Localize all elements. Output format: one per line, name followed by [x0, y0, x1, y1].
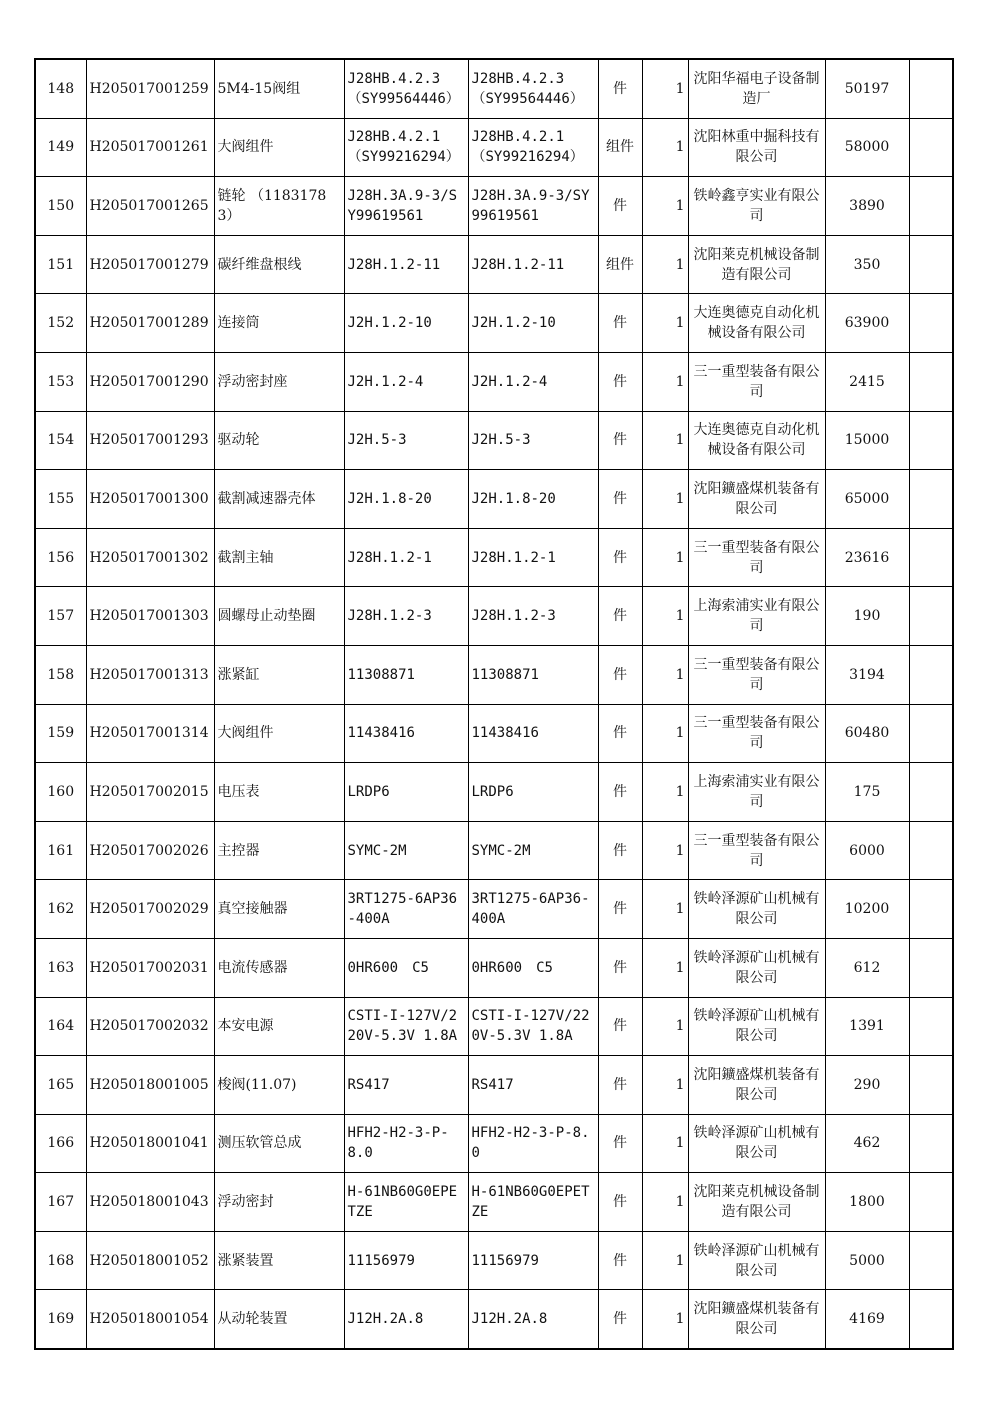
table-row — [35, 59, 953, 118]
supplier-cell: 三一重型装备有限公司 — [688, 821, 825, 880]
model-cell: 11156979 — [468, 1231, 598, 1290]
material-code-cell: H205017001314 — [86, 704, 214, 763]
material-code-cell: H205018001005 — [86, 1056, 214, 1115]
material-code-cell: H205017001261 — [86, 118, 214, 177]
row-number-cell: 167 — [35, 1173, 86, 1232]
row-number-cell: 160 — [35, 763, 86, 822]
row-number-cell: 163 — [35, 938, 86, 997]
unit-cell: 组件 — [598, 235, 642, 294]
unit-cell: 件 — [598, 997, 642, 1056]
part-name-cell: 大阀组件 — [214, 704, 344, 763]
material-code-cell: H205017001313 — [86, 645, 214, 704]
spec-cell: J2H.1.2-4 — [344, 352, 468, 411]
part-name-cell: 截割减速器壳体 — [214, 470, 344, 529]
note-cell — [909, 411, 953, 470]
quantity-cell: 1 — [642, 1231, 688, 1290]
spec-cell: 11308871 — [344, 645, 468, 704]
quantity-cell: 1 — [642, 470, 688, 529]
note-cell — [909, 1231, 953, 1290]
spec-cell: 11438416 — [344, 704, 468, 763]
model-cell: LRDP6 — [468, 763, 598, 822]
row-number-cell: 161 — [35, 821, 86, 880]
supplier-cell: 三一重型装备有限公司 — [688, 352, 825, 411]
supplier-cell: 沈阳莱克机械设备制造有限公司 — [688, 1173, 825, 1232]
model-cell: RS417 — [468, 1056, 598, 1115]
unit-cell: 件 — [598, 880, 642, 939]
supplier-cell: 沈阳莱克机械设备制造有限公司 — [688, 235, 825, 294]
row-number-cell: 159 — [35, 704, 86, 763]
spec-cell: J28H.3A.9-3/SY99619561 — [344, 177, 468, 236]
note-cell — [909, 235, 953, 294]
table-row — [35, 352, 953, 411]
table-row — [35, 997, 953, 1056]
note-cell — [909, 528, 953, 587]
part-name-cell: 电流传感器 — [214, 938, 344, 997]
model-cell: J28HB.4.2.1 （SY99216294） — [468, 118, 598, 177]
note-cell — [909, 704, 953, 763]
table-row — [35, 235, 953, 294]
row-number-cell: 151 — [35, 235, 86, 294]
row-number-cell: 162 — [35, 880, 86, 939]
quantity-cell: 1 — [642, 411, 688, 470]
supplier-cell: 三一重型装备有限公司 — [688, 645, 825, 704]
amount-cell: 190 — [825, 587, 909, 646]
unit-cell: 件 — [598, 1290, 642, 1349]
amount-cell: 15000 — [825, 411, 909, 470]
unit-cell: 件 — [598, 294, 642, 353]
quantity-cell: 1 — [642, 59, 688, 118]
note-cell — [909, 59, 953, 118]
spec-cell: J2H.1.2-10 — [344, 294, 468, 353]
part-name-cell: 本安电源 — [214, 997, 344, 1056]
amount-cell: 3890 — [825, 177, 909, 236]
row-number-cell: 166 — [35, 1114, 86, 1173]
quantity-cell: 1 — [642, 177, 688, 236]
amount-cell: 290 — [825, 1056, 909, 1115]
table-body — [35, 59, 953, 1349]
supplier-cell: 铁岭泽源矿山机械有限公司 — [688, 1114, 825, 1173]
row-number-cell: 157 — [35, 587, 86, 646]
unit-cell: 件 — [598, 763, 642, 822]
table-row — [35, 1114, 953, 1173]
part-name-cell: 浮动密封座 — [214, 352, 344, 411]
part-name-cell: 碳纤维盘根线 — [214, 235, 344, 294]
row-number-cell: 168 — [35, 1231, 86, 1290]
quantity-cell: 1 — [642, 1056, 688, 1115]
amount-cell: 58000 — [825, 118, 909, 177]
amount-cell: 65000 — [825, 470, 909, 529]
unit-cell: 组件 — [598, 118, 642, 177]
amount-cell: 2415 — [825, 352, 909, 411]
spec-cell: J28H.1.2-3 — [344, 587, 468, 646]
row-number-cell: 165 — [35, 1056, 86, 1115]
table-row — [35, 645, 953, 704]
part-name-cell: 圆螺母止动垫圈 — [214, 587, 344, 646]
model-cell: J2H.1.2-4 — [468, 352, 598, 411]
material-code-cell: H205017001293 — [86, 411, 214, 470]
note-cell — [909, 1114, 953, 1173]
row-number-cell: 152 — [35, 294, 86, 353]
note-cell — [909, 470, 953, 529]
note-cell — [909, 1056, 953, 1115]
part-name-cell: 涨紧缸 — [214, 645, 344, 704]
quantity-cell: 1 — [642, 938, 688, 997]
amount-cell: 1800 — [825, 1173, 909, 1232]
supplier-cell: 三一重型装备有限公司 — [688, 704, 825, 763]
amount-cell: 1391 — [825, 997, 909, 1056]
spec-cell: J28H.1.2-11 — [344, 235, 468, 294]
part-name-cell: 截割主轴 — [214, 528, 344, 587]
quantity-cell: 1 — [642, 1173, 688, 1232]
amount-cell: 612 — [825, 938, 909, 997]
quantity-cell: 1 — [642, 821, 688, 880]
table-row — [35, 821, 953, 880]
table-row — [35, 411, 953, 470]
spec-cell: J28HB.4.2.1 （SY99216294） — [344, 118, 468, 177]
supplier-cell: 沈阳鑛盛煤机装备有限公司 — [688, 1056, 825, 1115]
material-code-cell: H205017001265 — [86, 177, 214, 236]
amount-cell: 462 — [825, 1114, 909, 1173]
amount-cell: 350 — [825, 235, 909, 294]
part-name-cell: 从动轮装置 — [214, 1290, 344, 1349]
material-code-cell: H205018001054 — [86, 1290, 214, 1349]
table-row — [35, 470, 953, 529]
part-name-cell: 5M4-15阀组 — [214, 59, 344, 118]
supplier-cell: 铁岭泽源矿山机械有限公司 — [688, 997, 825, 1056]
quantity-cell: 1 — [642, 118, 688, 177]
model-cell: 11308871 — [468, 645, 598, 704]
material-code-cell: H205017001259 — [86, 59, 214, 118]
row-number-cell: 150 — [35, 177, 86, 236]
row-number-cell: 155 — [35, 470, 86, 529]
model-cell: SYMC-2M — [468, 821, 598, 880]
unit-cell: 件 — [598, 470, 642, 529]
quantity-cell: 1 — [642, 1290, 688, 1349]
quantity-cell: 1 — [642, 587, 688, 646]
material-code-cell: H205017002032 — [86, 997, 214, 1056]
table-row — [35, 880, 953, 939]
unit-cell: 件 — [598, 587, 642, 646]
model-cell: J28H.3A.9-3/SY99619561 — [468, 177, 598, 236]
table-row — [35, 528, 953, 587]
material-code-cell: H205017001290 — [86, 352, 214, 411]
spec-cell: J2H.5-3 — [344, 411, 468, 470]
note-cell — [909, 880, 953, 939]
material-code-cell: H205017002026 — [86, 821, 214, 880]
material-code-cell: H205018001041 — [86, 1114, 214, 1173]
spec-cell: HFH2-H2-3-P-8.0 — [344, 1114, 468, 1173]
model-cell: 11438416 — [468, 704, 598, 763]
quantity-cell: 1 — [642, 528, 688, 587]
quantity-cell: 1 — [642, 1114, 688, 1173]
supplier-cell: 上海索浦实业有限公司 — [688, 763, 825, 822]
supplier-cell: 铁岭泽源矿山机械有限公司 — [688, 880, 825, 939]
unit-cell: 件 — [598, 704, 642, 763]
quantity-cell: 1 — [642, 880, 688, 939]
model-cell: CSTI-I-127V/220V-5.3V 1.8A — [468, 997, 598, 1056]
table-row — [35, 1173, 953, 1232]
supplier-cell: 大连奥德克自动化机械设备有限公司 — [688, 294, 825, 353]
spec-cell: 11156979 — [344, 1231, 468, 1290]
model-cell: 3RT1275-6AP36-400A — [468, 880, 598, 939]
part-name-cell: 连接筒 — [214, 294, 344, 353]
spec-cell: H-61NB60G0EPETZE — [344, 1173, 468, 1232]
quantity-cell: 1 — [642, 235, 688, 294]
part-name-cell: 电压表 — [214, 763, 344, 822]
amount-cell: 23616 — [825, 528, 909, 587]
note-cell — [909, 294, 953, 353]
material-code-cell: H205017002029 — [86, 880, 214, 939]
spec-cell: CSTI-I-127V/220V-5.3V 1.8A — [344, 997, 468, 1056]
spec-cell: J2H.1.8-20 — [344, 470, 468, 529]
quantity-cell: 1 — [642, 294, 688, 353]
quantity-cell: 1 — [642, 997, 688, 1056]
note-cell — [909, 352, 953, 411]
spec-cell: 3RT1275-6AP36-400A — [344, 880, 468, 939]
part-name-cell: 浮动密封 — [214, 1173, 344, 1232]
part-name-cell: 驱动轮 — [214, 411, 344, 470]
supplier-cell: 上海索浦实业有限公司 — [688, 587, 825, 646]
note-cell — [909, 645, 953, 704]
table-row — [35, 1290, 953, 1349]
quantity-cell: 1 — [642, 704, 688, 763]
spec-cell: J28H.1.2-1 — [344, 528, 468, 587]
table-row — [35, 1231, 953, 1290]
spec-cell: SYMC-2M — [344, 821, 468, 880]
amount-cell: 6000 — [825, 821, 909, 880]
material-code-cell: H205017001303 — [86, 587, 214, 646]
note-cell — [909, 821, 953, 880]
row-number-cell: 164 — [35, 997, 86, 1056]
part-name-cell: 大阀组件 — [214, 118, 344, 177]
model-cell: J2H.5-3 — [468, 411, 598, 470]
part-name-cell: 链轮 （11831783） — [214, 177, 344, 236]
spec-cell: LRDP6 — [344, 763, 468, 822]
supplier-cell: 铁岭泽源矿山机械有限公司 — [688, 938, 825, 997]
unit-cell: 件 — [598, 411, 642, 470]
amount-cell: 63900 — [825, 294, 909, 353]
model-cell: J28HB.4.2.3 （SY99564446） — [468, 59, 598, 118]
amount-cell: 60480 — [825, 704, 909, 763]
supplier-cell: 沈阳林重中掘科技有限公司 — [688, 118, 825, 177]
material-code-cell: H205017001300 — [86, 470, 214, 529]
unit-cell: 件 — [598, 177, 642, 236]
part-name-cell: 梭阀(11.07) — [214, 1056, 344, 1115]
model-cell: J28H.1.2-1 — [468, 528, 598, 587]
spec-cell: J12H.2A.8 — [344, 1290, 468, 1349]
part-name-cell: 主控器 — [214, 821, 344, 880]
amount-cell: 4169 — [825, 1290, 909, 1349]
unit-cell: 件 — [598, 1231, 642, 1290]
table-row — [35, 294, 953, 353]
unit-cell: 件 — [598, 1056, 642, 1115]
table-row — [35, 1056, 953, 1115]
spec-cell: RS417 — [344, 1056, 468, 1115]
material-code-cell: H205017001279 — [86, 235, 214, 294]
row-number-cell: 154 — [35, 411, 86, 470]
material-code-cell: H205017002031 — [86, 938, 214, 997]
material-code-cell: H205017001289 — [86, 294, 214, 353]
row-number-cell: 156 — [35, 528, 86, 587]
amount-cell: 5000 — [825, 1231, 909, 1290]
unit-cell: 件 — [598, 1114, 642, 1173]
unit-cell: 件 — [598, 938, 642, 997]
material-code-cell: H205017002015 — [86, 763, 214, 822]
supplier-cell: 沈阳华福电子设备制造厂 — [688, 59, 825, 118]
unit-cell: 件 — [598, 821, 642, 880]
model-cell: J2H.1.2-10 — [468, 294, 598, 353]
spec-cell: 0HR600 C5 — [344, 938, 468, 997]
unit-cell: 件 — [598, 528, 642, 587]
row-number-cell: 158 — [35, 645, 86, 704]
spec-cell: J28HB.4.2.3 （SY99564446） — [344, 59, 468, 118]
note-cell — [909, 587, 953, 646]
unit-cell: 件 — [598, 59, 642, 118]
unit-cell: 件 — [598, 645, 642, 704]
row-number-cell: 169 — [35, 1290, 86, 1349]
note-cell — [909, 997, 953, 1056]
supplier-cell: 铁岭泽源矿山机械有限公司 — [688, 1231, 825, 1290]
amount-cell: 175 — [825, 763, 909, 822]
model-cell: 0HR600 C5 — [468, 938, 598, 997]
supplier-cell: 沈阳鑛盛煤机装备有限公司 — [688, 1290, 825, 1349]
row-number-cell: 149 — [35, 118, 86, 177]
model-cell: J28H.1.2-11 — [468, 235, 598, 294]
table-row — [35, 177, 953, 236]
table-row — [35, 763, 953, 822]
note-cell — [909, 1173, 953, 1232]
unit-cell: 件 — [598, 352, 642, 411]
amount-cell: 50197 — [825, 59, 909, 118]
supplier-cell: 大连奥德克自动化机械设备有限公司 — [688, 411, 825, 470]
material-code-cell: H205018001043 — [86, 1173, 214, 1232]
table-row — [35, 938, 953, 997]
supplier-cell: 铁岭鑫亨实业有限公司 — [688, 177, 825, 236]
note-cell — [909, 763, 953, 822]
table-row — [35, 587, 953, 646]
part-name-cell: 涨紧装置 — [214, 1231, 344, 1290]
part-name-cell: 测压软管总成 — [214, 1114, 344, 1173]
quantity-cell: 1 — [642, 352, 688, 411]
note-cell — [909, 1290, 953, 1349]
material-code-cell: H205017001302 — [86, 528, 214, 587]
quantity-cell: 1 — [642, 645, 688, 704]
amount-cell: 3194 — [825, 645, 909, 704]
material-code-cell: H205018001052 — [86, 1231, 214, 1290]
parts-table — [34, 58, 954, 1350]
supplier-cell: 三一重型装备有限公司 — [688, 528, 825, 587]
note-cell — [909, 177, 953, 236]
unit-cell: 件 — [598, 1173, 642, 1232]
model-cell: J2H.1.8-20 — [468, 470, 598, 529]
quantity-cell: 1 — [642, 763, 688, 822]
row-number-cell: 148 — [35, 59, 86, 118]
note-cell — [909, 938, 953, 997]
model-cell: HFH2-H2-3-P-8.0 — [468, 1114, 598, 1173]
note-cell — [909, 118, 953, 177]
supplier-cell: 沈阳鑛盛煤机装备有限公司 — [688, 470, 825, 529]
table-row — [35, 118, 953, 177]
amount-cell: 10200 — [825, 880, 909, 939]
model-cell: H-61NB60G0EPETZE — [468, 1173, 598, 1232]
part-name-cell: 真空接触器 — [214, 880, 344, 939]
model-cell: J28H.1.2-3 — [468, 587, 598, 646]
model-cell: J12H.2A.8 — [468, 1290, 598, 1349]
table-row — [35, 704, 953, 763]
row-number-cell: 153 — [35, 352, 86, 411]
